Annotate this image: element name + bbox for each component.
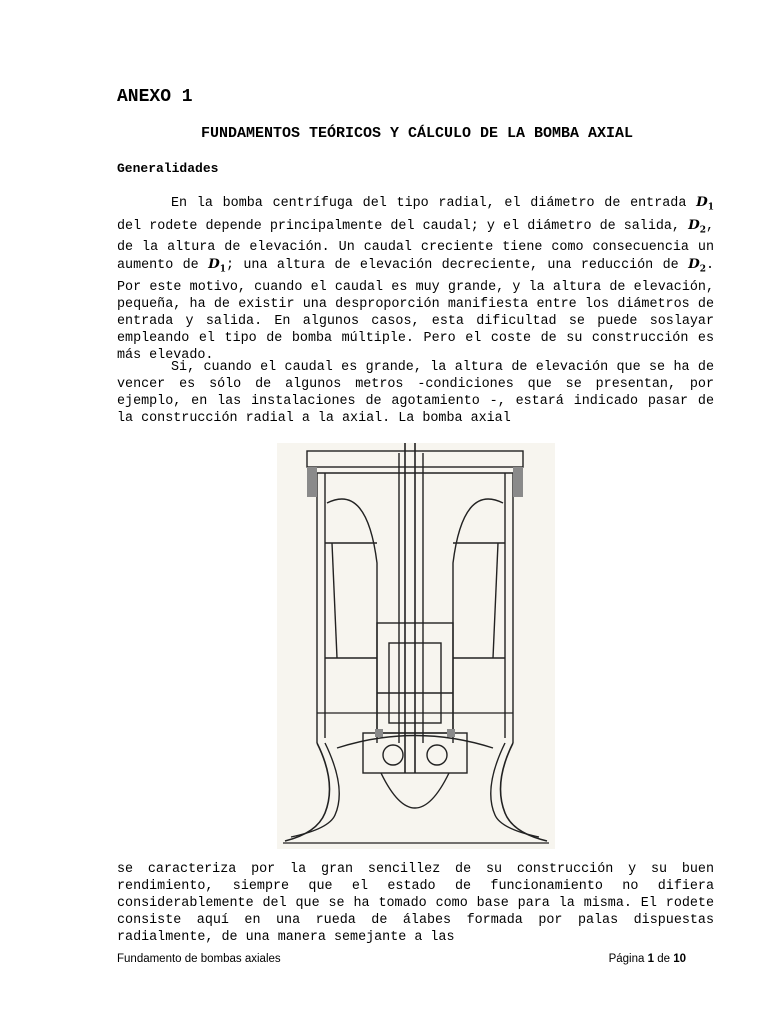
footer-page-number: Página 1 de 10 [608, 953, 686, 965]
symbol-d2: $D_2$ [688, 216, 706, 236]
section-heading: Generalidades [117, 161, 219, 176]
paragraph-1: En la bomba centrífuga del tipo radial, el diámetro de entrada $D_1$ del rodete depende principalmente del caudal; y el diámetro de salida, $D_2$, de la altura de elevación. Un caudal creciente tiene como consecuencia un aumento de $D_1$; una altura de elevación decreciente, una reducción de $D_2$. Por este motivo, cuando el caudal es muy grande, y la altura de elevación, pequeña, ha de existir una desproporción manifiesta entre los diámetros de entrada y salida. En algunos casos, esta dificultad se puede soslayar empleando el tipo de bomba múltiple. Pero el coste de su construcción es más elevado. [117, 194, 714, 364]
symbol-d2-b: $D_2$ [688, 256, 706, 276]
footer-document-name: Fundamento de bombas axiales [117, 953, 281, 965]
symbol-d1: $D_1$ [696, 194, 714, 213]
annex-heading: ANEXO 1 [117, 87, 193, 107]
paragraph-3: se caracteriza por la gran sencillez de su construcción y su buen rendimiento, siempre que el estado de funcionamiento no difiera considerablemente del que se ha tomado como base para la misma. El rodete consiste aquí en una rueda de álabes formada por palas dispuestas radialmente, de una manera semejante a las [117, 862, 714, 945]
nose-cone [381, 773, 449, 808]
pump-cross-section-svg [277, 443, 555, 849]
axial-pump-drawing [277, 443, 555, 849]
symbol-d1-b: $D_1$ [208, 256, 226, 276]
document-title: FUNDAMENTOS TEÓRICOS Y CÁLCULO DE LA BOMBA AXIAL [200, 125, 634, 142]
paragraph-2: Si, cuando el caudal es grande, la altura de elevación que se ha de vencer es sólo de algunos metros -condiciones que se presentan, por ejemplo, en las instalaciones de agotamiento -, estará indicado pasar de la construcción radial a la axial. La bomba axial [117, 360, 714, 426]
